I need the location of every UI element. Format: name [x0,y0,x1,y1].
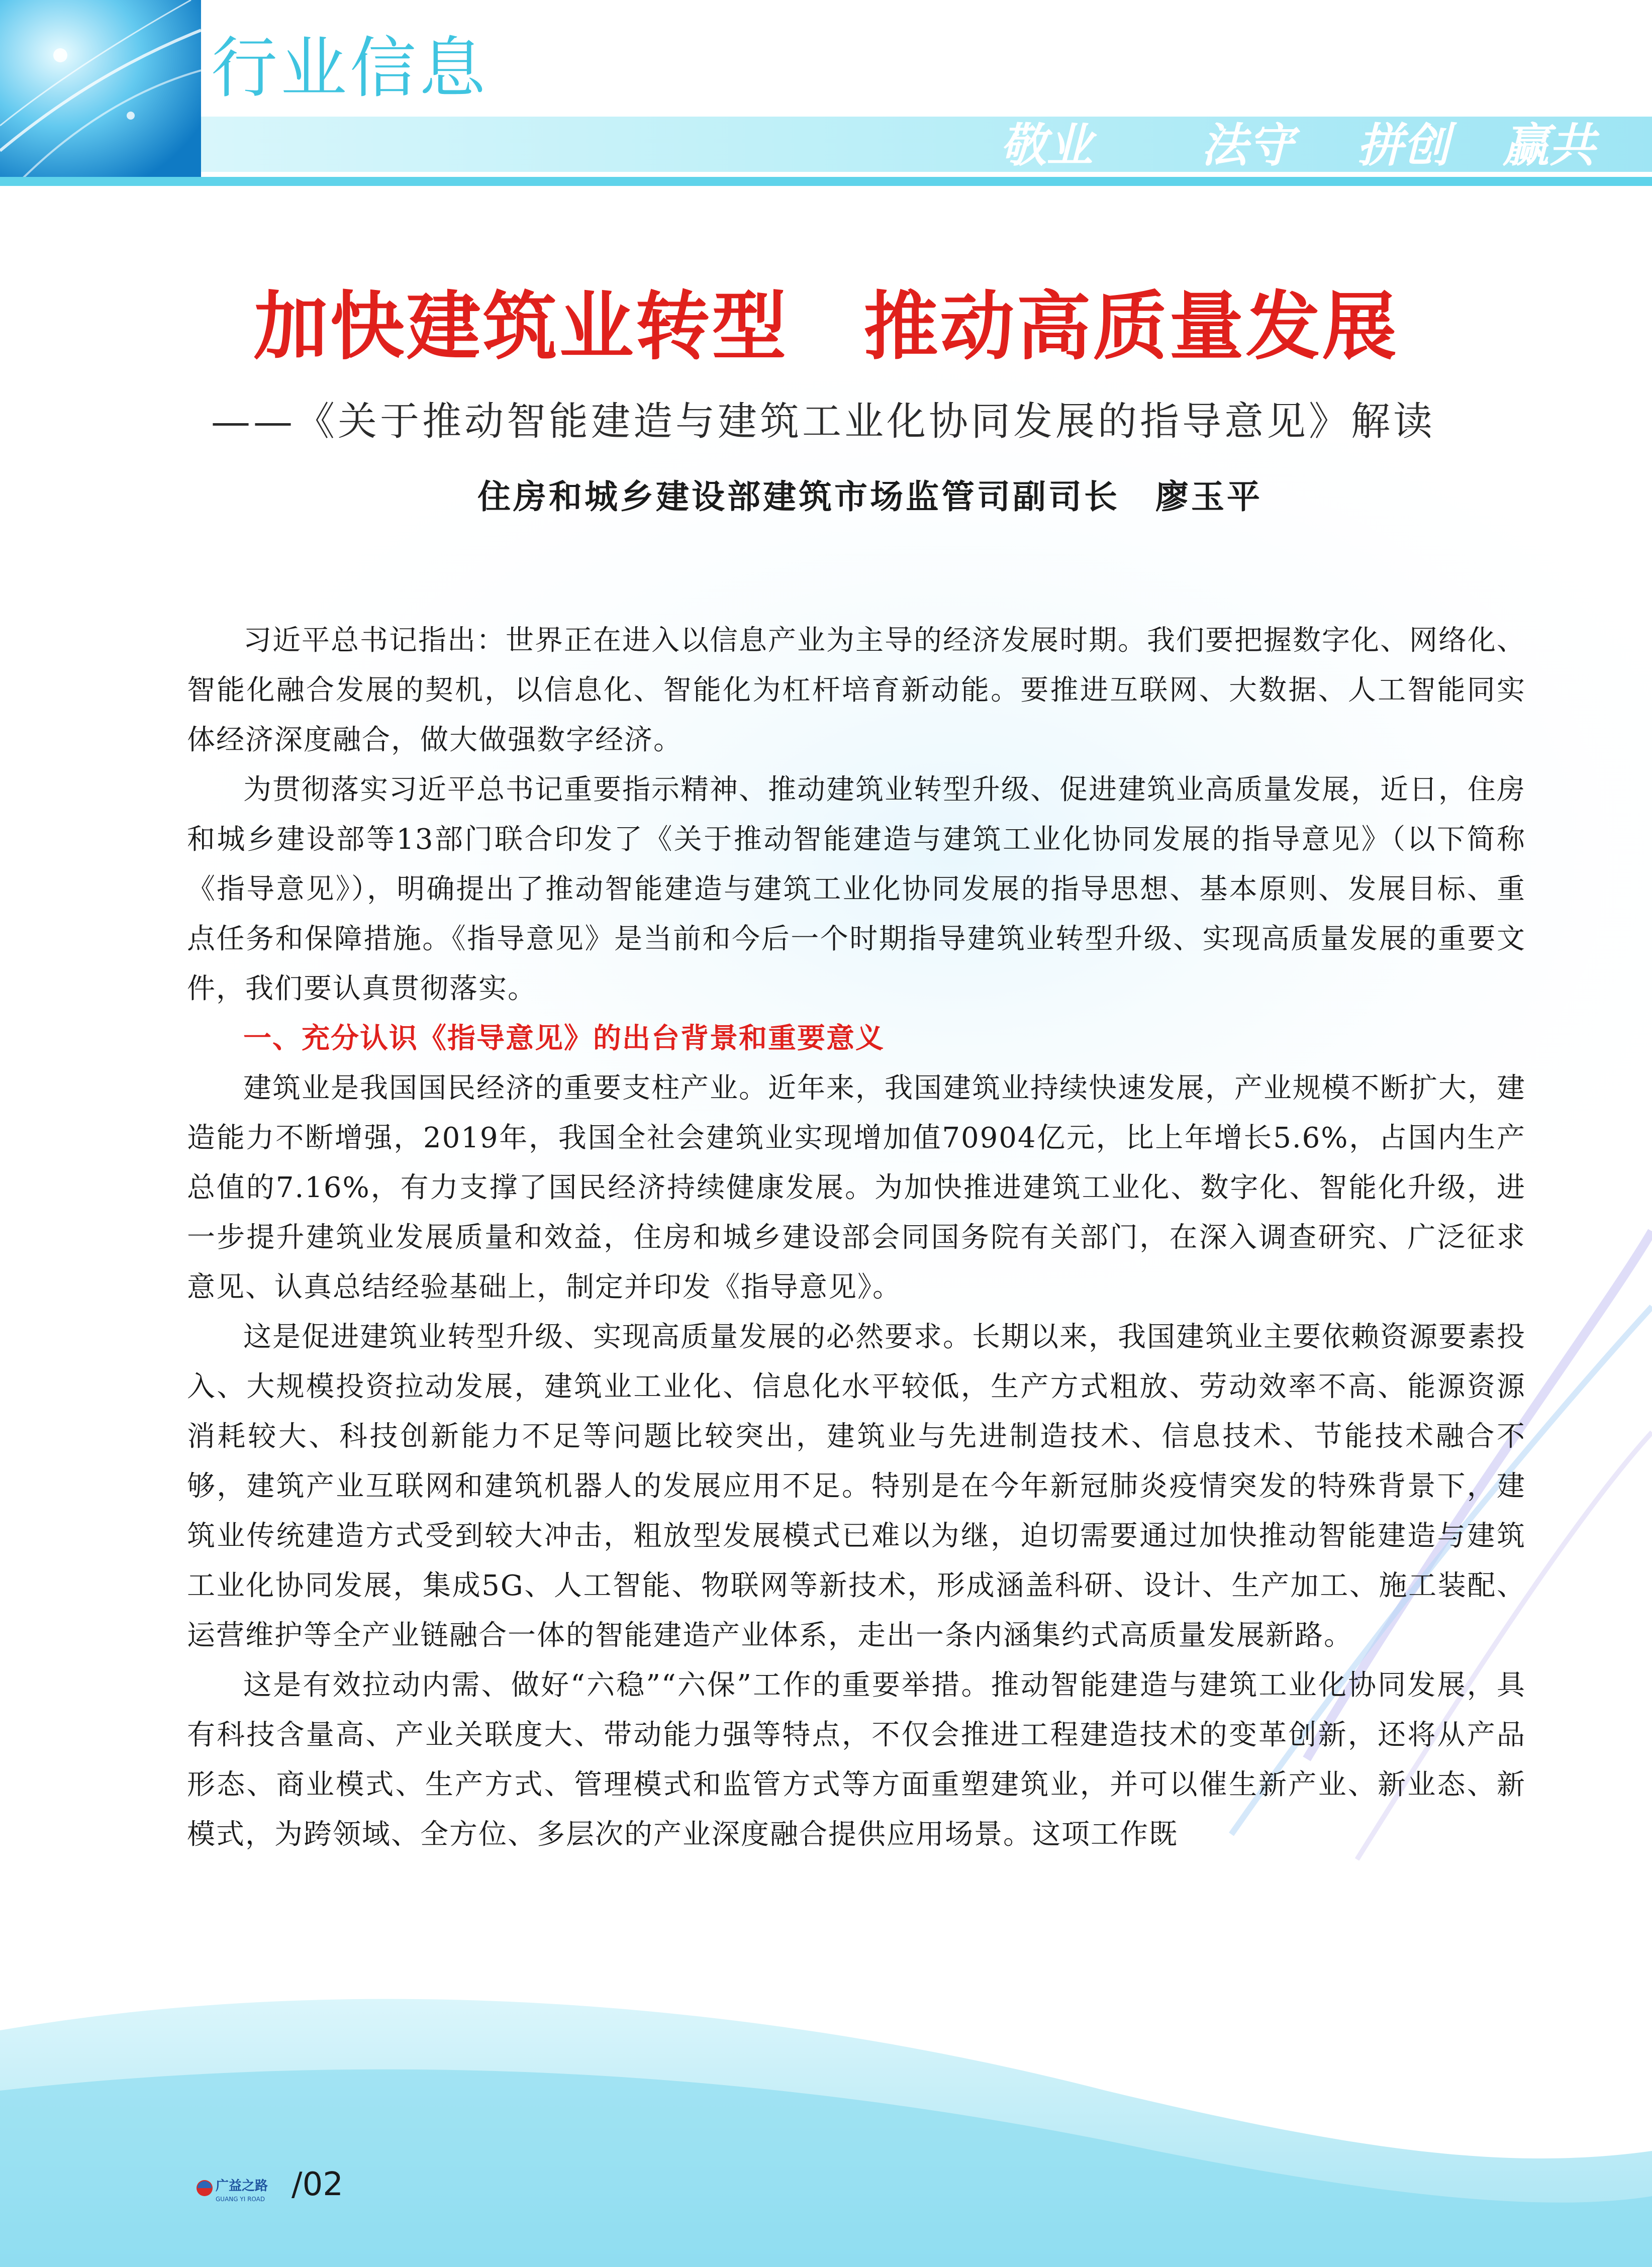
article-title [0,282,1652,370]
article-subtitle: ——《关于推动智能建造与建筑工业化协同发展的指导意见》解读 [211,399,1436,444]
paragraph: 为贯彻落实习近平总书记重要指示精神、推动建筑业转型升级、促进建筑业高质量发展，近日，住房和城乡建设部等13部门联合印发了《关于推动智能建造与建筑工业化协同发展的指导意见》（以下简称《指导意见》），明确提出了推动智能建造与建筑工业化协同发展的指导思想、基本原则、发展目标、重点任务和保障措施。《指导意见》是当前和今后一个时期指导建筑业转型升级、实现高质量发展的重要文件，我们要认真贯彻落实。 [187,773,1526,1005]
paragraph: 这是促进建筑业转型升级、实现高质量发展的必然要求。长期以来，我国建筑业主要依赖资源要素投入、大规模投资拉动发展，建筑业工业化、信息化水平较低，生产方式粗放、劳动效率不高、能源资源消耗较大、科技创新能力不足等问题比较突出，建筑业与先进制造技术、信息技术、节能技术融合不够，建筑产业互联网和建筑机器人的发展应用不足。特别是在今年新冠肺炎疫情突发的特殊背景下，建筑业传统建造方式受到较大冲击，粗放型发展模式已难以为继，迫切需要通过加快推动智能建造与建筑工业化协同发展，集成5G、人工智能、物联网等新技术，形成涵盖科研、设计、生产加工、施工装配、运营维护等全产业链融合一体的智能建造产业体系，走出一条内涵集约式高质量发展新路。 [187,1321,1526,1652]
slogan-3: 拼创 [1357,118,1450,172]
section-title: 行业信息 [211,30,489,107]
footer-wave-decoration [0,1960,1652,2267]
slogan-4: 赢共 [1503,118,1596,172]
logo-subtext: GUANG YI ROAD [216,2196,265,2203]
logo-text: 广益之路 [216,2179,268,2194]
header-globe-decoration [0,0,201,181]
slogan-1: 敬业 [1000,118,1093,172]
magazine-logo [193,2170,294,2215]
article-title-part1: 加快建筑业转型 [253,282,789,370]
paragraph: 习近平总书记指出：世界正在进入以信息产业为主导的经济发展时期。我们要把握数字化、网络化、智能化融合发展的契机，以信息化、智能化为杠杆培育新动能。要推进互联网、大数据、人工智能同实体经济深度融合，做大做强数字经济。 [187,624,1526,756]
slogan-2: 法守 [1201,118,1294,172]
header-divider [0,177,1652,186]
article-author: 住房和城乡建设部建筑市场监管司副司长 廖玉平 [477,477,1262,516]
article-body [187,616,1526,1859]
page-number: /02 [291,2166,343,2203]
paragraph: 建筑业是我国国民经济的重要支柱产业。近年来，我国建筑业持续快速发展，产业规模不断扩大，建造能力不断增强，2019年，我国全社会建筑业实现增加值70904亿元，比上年增长5.6%，占国内生产总值的7.16%，有力支撑了国民经济持续健康发展。为加快推进建筑工业化、数字化、智能化升级，进一步提升建筑业发展质量和效益，住房和城乡建设部会同国务院有关部门，在深入调查研究、广泛征求意见、认真总结经验基础上，制定并印发《指导意见》。 [187,1072,1526,1304]
section-heading: 一、充分认识《指导意见》的出台背景和重要意义 [243,1022,885,1055]
paragraph: 这是有效拉动内需、做好“六稳”“六保”工作的重要举措。推动智能建造与建筑工业化协同发展，具有科技含量高、产业关联度大、带动能力强等特点，不仅会推进工程建造技术的变革创新，还将从产品形态、商业模式、生产方式、管理模式和监管方式等方面重塑建筑业，并可以催生新产业、新业态、新模式，为跨领域、全方位、多层次的产业深度融合提供应用场景。这项工作既 [187,1669,1526,1851]
article-title-part2: 推动高质量发展 [863,282,1399,370]
